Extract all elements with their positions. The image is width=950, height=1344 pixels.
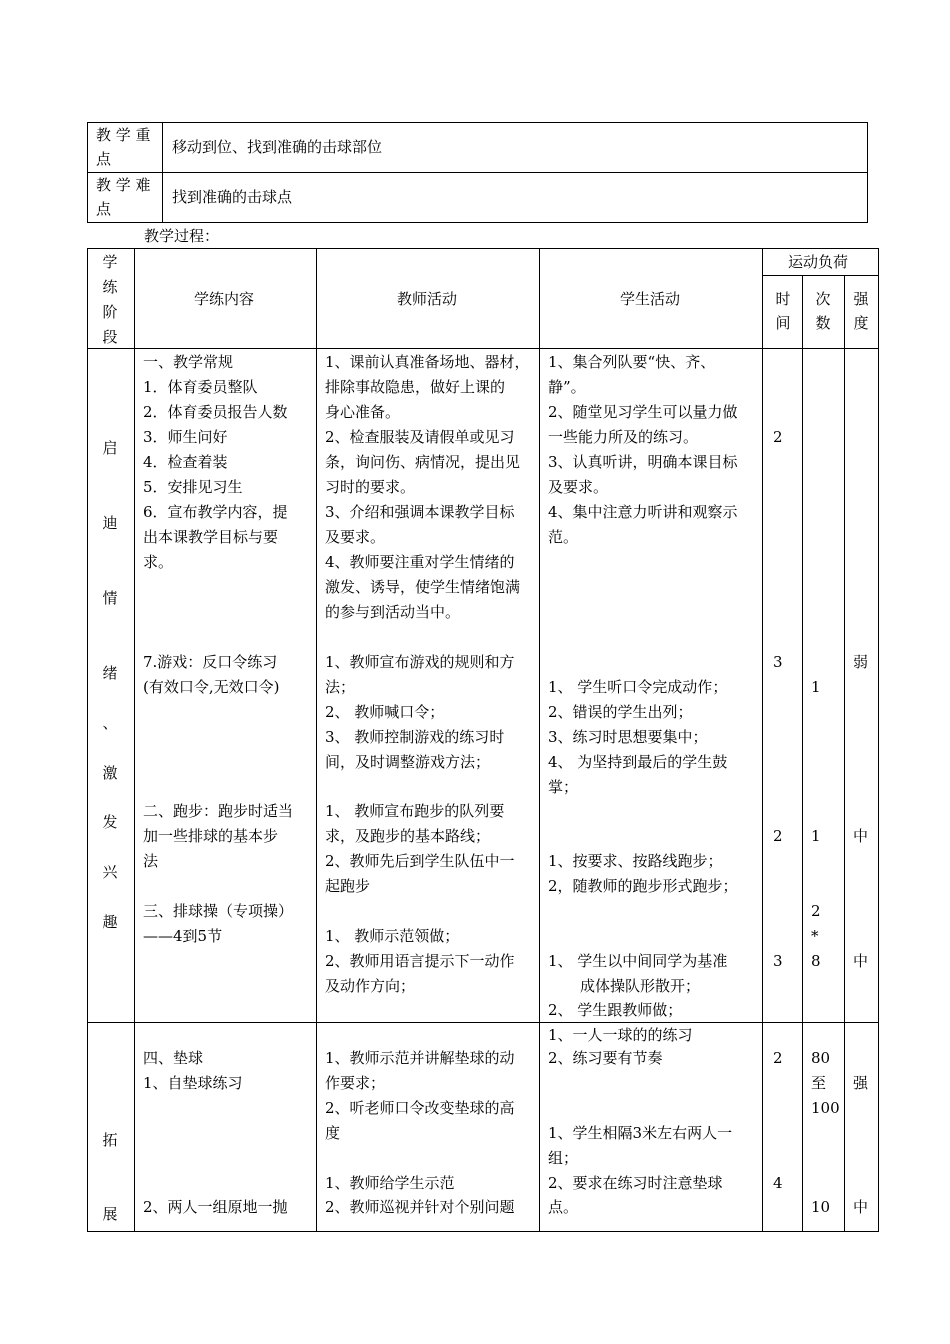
student-line: 2、随堂见习学生可以量力做 [548, 403, 738, 421]
header-count: 次 [815, 290, 831, 308]
content-line: 6．宣布教学内容，提 [143, 503, 288, 521]
teacher-line: 1、 教师宣布跑步的队列要 [325, 802, 505, 820]
content-line: 加一些排球的基本步 [143, 827, 279, 845]
student-line: 静”。 [548, 378, 586, 396]
teacher-line: 条，询问伤、病情况，提出见 [325, 453, 521, 471]
stage1-char: 发 [102, 813, 118, 831]
teacher-line: 的参与到活动当中。 [325, 603, 461, 621]
content-line: 出本课教学目标与要 [143, 528, 279, 546]
student-line: 1、一人一球的的练习 [548, 1026, 693, 1044]
intensity-value: 弱 [853, 653, 869, 671]
teacher-line: 习时的要求。 [325, 478, 416, 496]
teacher-line: 身心准备。 [325, 403, 401, 421]
teacher-line: 及动作方向； [325, 977, 416, 995]
teacher-line: 1、教师示范并讲解垫球的动 [325, 1049, 515, 1067]
content-line: 2．体育委员报告人数 [143, 403, 288, 421]
intensity-value: 中 [853, 952, 869, 970]
stage1-char: 兴 [102, 863, 118, 881]
student-line: 1、 学生听口令完成动作； [548, 678, 728, 696]
content-line: 一、教学常规 [143, 353, 234, 371]
content-line: 5．安排见习生 [143, 478, 243, 496]
student-line: 一些能力所及的练习。 [548, 428, 699, 446]
count-value: 1 [811, 678, 821, 696]
student-line: 2、 学生跟教师做； [548, 1001, 683, 1019]
stage1-char: 激 [102, 764, 118, 782]
header-teacher: 教师活动 [397, 290, 458, 308]
teacher-line: 激发、诱导，使学生情绪饱满 [325, 578, 521, 596]
student-line: 3、认真听讲，明确本课目标 [548, 453, 738, 471]
student-line: 组； [548, 1149, 579, 1167]
content-line: 四、垫球 [143, 1049, 204, 1067]
time-value: 2 [773, 827, 783, 845]
student-line: 1、 学生以中间同学为基准 [548, 952, 728, 970]
teacher-line: 间，及时调整游戏方法； [325, 753, 491, 771]
stage1-char: 情 [102, 589, 118, 607]
teacher-line: 3、介绍和强调本课教学目标 [325, 503, 515, 521]
teacher-line: 3、 教师控制游戏的练习时 [325, 728, 505, 746]
content-line: 3．师生问好 [143, 428, 228, 446]
student-line: 1、学生相隔3米左右两人一 [548, 1124, 733, 1142]
content-line: 三、排球操（专项操） [143, 902, 294, 920]
teacher-line: 求，及跑步的基本路线； [325, 827, 491, 845]
teacher-line: 起跑步 [325, 877, 371, 895]
key-points-label: 教 学 重 [96, 126, 151, 144]
intensity-value: 中 [853, 1198, 869, 1216]
content-line: 2、两人一组原地一抛 [143, 1198, 288, 1216]
stage2-char: 展 [102, 1205, 118, 1223]
count-value: 10 [811, 1198, 831, 1216]
teacher-line: 2、 教师喊口令； [325, 703, 445, 721]
header-content: 学练内容 [194, 290, 255, 308]
count-value: 8 [811, 952, 821, 970]
count-value: * [811, 927, 819, 945]
time-value: 2 [773, 428, 783, 446]
count-value: 100 [811, 1099, 840, 1117]
count-value: 1 [811, 827, 821, 845]
difficulty-label-cont: 点 [96, 200, 112, 218]
header-stage-char: 学 [102, 253, 118, 271]
content-line: 法 [143, 852, 159, 870]
student-line: 4、 为坚持到最后的学生鼓 [548, 753, 728, 771]
student-line: 1、集合列队要“快、齐、 [548, 353, 716, 371]
content-line: (有效口令,无效口令) [143, 678, 280, 696]
teacher-line: 作要求； [325, 1074, 386, 1092]
time-value: 4 [773, 1174, 783, 1192]
header-student: 学生活动 [620, 290, 681, 308]
count-value: 80 [811, 1049, 831, 1067]
content-line: 1、自垫球练习 [143, 1074, 243, 1092]
time-value: 3 [773, 952, 783, 970]
difficulty-value: 找到准确的击球点 [172, 188, 293, 206]
header-intensity: 度 [853, 314, 869, 332]
content-line: 7.游戏：反口令练习 [143, 653, 278, 671]
teacher-line: 1、教师给学生示范 [325, 1174, 455, 1192]
stage1-char: 迪 [102, 514, 118, 532]
student-line: 2、要求在练习时注意垫球 [548, 1174, 723, 1192]
content-line: 二、跑步：跑步时适当 [143, 802, 294, 820]
student-line: 2、错误的学生出列； [548, 703, 693, 721]
header-stage-char: 段 [102, 328, 118, 346]
student-line: 4、集中注意力听讲和观察示 [548, 503, 738, 521]
teacher-line: 2、教师用语言提示下一动作 [325, 952, 515, 970]
stage1-char: 绪 [102, 664, 118, 682]
content-line: 求。 [143, 553, 174, 571]
teacher-line: 2、教师先后到学生队伍中一 [325, 852, 515, 870]
student-line: 及要求。 [548, 478, 609, 496]
student-line: 3、练习时思想要集中； [548, 728, 708, 746]
count-value: 2 [811, 902, 821, 920]
header-stage-char: 练 [102, 278, 118, 296]
teacher-line: 4、教师要注重对学生情绪的 [325, 553, 515, 571]
student-line: 掌； [548, 778, 579, 796]
teacher-line: 1、 教师示范领做； [325, 927, 460, 945]
student-line: 范。 [548, 528, 579, 546]
student-line: 2、练习要有节奏 [548, 1049, 663, 1067]
difficulty-label: 教 学 难 [96, 176, 151, 194]
header-count: 数 [815, 314, 831, 332]
student-line: 1、按要求、按路线跑步； [548, 852, 723, 870]
count-value: 至 [811, 1074, 827, 1092]
stage1-char: 趣 [102, 913, 118, 931]
stage1-char: 、 [102, 714, 118, 732]
stage1-char: 启 [102, 439, 118, 457]
teacher-line: 2、听老师口令改变垫球的高 [325, 1099, 515, 1117]
time-value: 2 [773, 1049, 783, 1067]
teacher-line: 排除事故隐患，做好上课的 [325, 378, 506, 396]
header-time: 间 [775, 314, 791, 332]
stage2-char: 拓 [102, 1131, 118, 1149]
teacher-line: 1、课前认真准备场地、器材， [325, 353, 530, 371]
teacher-line: 1、教师宣布游戏的规则和方 [325, 653, 515, 671]
student-line: 点。 [548, 1198, 579, 1216]
process-title: 教学过程： [144, 227, 220, 245]
header-intensity: 强 [853, 290, 869, 308]
teacher-line: 度 [325, 1124, 341, 1142]
key-points-label-cont: 点 [96, 150, 112, 168]
header-stage-char: 阶 [102, 303, 118, 321]
content-line: ——4到5节 [143, 927, 223, 945]
teacher-line: 2、教师巡视并针对个别问题 [325, 1198, 515, 1216]
intensity-value: 强 [853, 1074, 869, 1092]
student-line: 2，随教师的跑步形式跑步； [548, 877, 738, 895]
teacher-line: 及要求。 [325, 528, 386, 546]
intensity-value: 中 [853, 827, 869, 845]
header-time: 时 [775, 290, 791, 308]
teacher-line: 2、检查服装及请假单或见习 [325, 428, 515, 446]
teacher-line: 法； [325, 678, 356, 696]
content-line: 1．体育委员整队 [143, 378, 258, 396]
key-points-value: 移动到位、找到准确的击球部位 [172, 138, 383, 156]
header-load: 运动负荷 [788, 253, 849, 271]
content-line: 4．检查着装 [143, 453, 228, 471]
time-value: 3 [773, 653, 783, 671]
student-line: 成体操队形散开； [580, 977, 701, 995]
